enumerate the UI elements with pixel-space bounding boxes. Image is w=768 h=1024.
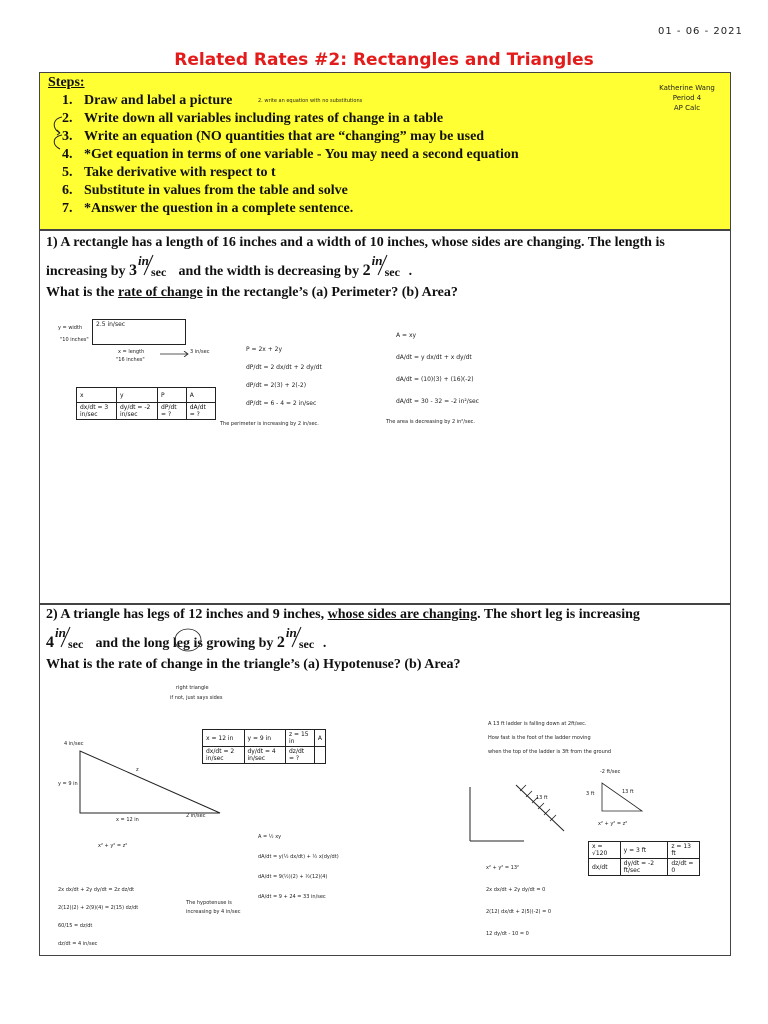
work-line: A = ½ xy: [258, 834, 282, 840]
table-cell: y = 3 ft: [620, 842, 668, 859]
q1-text: increasing by: [46, 264, 129, 279]
q1-variable-table: [76, 387, 216, 420]
table-cell: x = √120: [589, 842, 621, 859]
unit-fraction: [137, 253, 175, 279]
q2-text: 2) A triangle has legs of 12 inches and 9 inches,: [46, 607, 328, 622]
step-number: 6.: [62, 183, 73, 198]
table-cell: dx/dt = 3 in/sec: [77, 403, 117, 420]
step-item: [62, 111, 443, 127]
ladder-figure: [464, 781, 574, 847]
q2-line-2: 4 in sec and the long leg is growing by 2 in sec .: [46, 625, 327, 651]
rect-rate-y: 2.5 in/sec: [96, 321, 126, 328]
work-line: dA/dt = y(½ dx/dt) + ½ x(dy/dt): [258, 854, 339, 860]
table-cell: y = 9 in: [244, 730, 286, 747]
q2-text: and the long leg is growing by: [92, 636, 277, 651]
rect-y-value: "10 inches": [60, 337, 89, 343]
date-stamp: 01 - 06 - 2021: [658, 26, 743, 37]
work-line: 2(12) dx/dt + 2(5)(-2) = 0: [486, 909, 552, 915]
unit-top: in: [285, 625, 297, 640]
unit-bottom: sec: [68, 637, 84, 651]
ladder-length-label: 13 ft: [536, 795, 548, 801]
rect-y-label: y = width: [58, 325, 83, 331]
table-cell: dy/dt = -2 in/sec: [116, 403, 157, 420]
q1-width-rate: 2: [362, 262, 371, 279]
ladder-rate: -2 ft/sec: [600, 769, 621, 775]
unit-top: in: [371, 253, 383, 268]
work-line: 2x dx/dt + 2y dy/dt = 2z dz/dt: [58, 887, 135, 893]
arrow-right-icon: [160, 351, 190, 357]
work-line: 12 dy/dt - 10 = 0: [486, 931, 529, 937]
step-item: [62, 183, 348, 199]
step-item: [62, 93, 232, 109]
step-text: Substitute in values from the table and solve: [84, 183, 348, 198]
ladder-text: How fast is the foot of the ladder moving: [488, 735, 591, 741]
table-cell: z = 15 in: [286, 730, 315, 747]
ladder-work: [486, 857, 551, 945]
table-cell: y: [116, 388, 157, 403]
work-line: dA/dt = 9 + 24 = 33 in/sec: [258, 894, 326, 900]
q1-length-rate: 3: [128, 262, 137, 279]
author-name: Katherine Wang: [659, 84, 715, 92]
hypotenuse-work: [58, 881, 138, 953]
table-cell: z = 13 ft: [668, 842, 700, 859]
unit-fraction: [54, 625, 92, 651]
table-cell: A: [314, 730, 325, 747]
step-number: 1.: [62, 93, 73, 108]
work-line: 2(12)(2) + 2(9)(4) = 2(15) dz/dt: [58, 905, 139, 911]
step-text: *Answer the question in a complete sentence.: [84, 201, 354, 216]
question-1-box: [39, 230, 731, 604]
ladder-text: A 13 ft ladder is falling down at 2ft/sec.: [488, 721, 587, 727]
unit-fraction: [371, 253, 409, 279]
pythagorean-equation: x² + y² = z²: [98, 843, 128, 849]
side-note: 2. write an equation with no substitutions: [258, 98, 363, 104]
work-line: x² + y² = 13²: [486, 865, 520, 871]
table-cell: x: [77, 388, 117, 403]
work-line: dP/dt = 6 - 4 = 2 in/sec: [246, 400, 317, 407]
work-line: A = xy: [396, 332, 417, 339]
ladder-problem: [488, 717, 611, 759]
q2-note: right triangle: [176, 685, 209, 691]
q1-text: What is the: [46, 285, 118, 300]
table-cell: dz/dt = ?: [286, 747, 315, 764]
unit-top: in: [137, 253, 149, 268]
unit-fraction: [285, 625, 323, 651]
step-text: Write an equation (NO quantities that are “changing” may be used: [84, 129, 485, 144]
step-number: 5.: [62, 165, 73, 180]
work-line: dz/dt = 4 in/sec: [58, 941, 98, 947]
rect-x-value: "16 inches": [116, 357, 145, 363]
step-item: [62, 165, 276, 181]
work-line: 60/15 = dz/dt: [58, 923, 93, 929]
work-line: dA/dt = (10)(3) + (16)(-2): [396, 376, 474, 383]
perimeter-work: [246, 341, 322, 413]
work-line: 2x dx/dt + 2y dy/dt = 0: [486, 887, 546, 893]
tri-rate-y: 4 in/sec: [64, 741, 84, 747]
ladder-y: 3 ft: [586, 791, 595, 797]
ladder-triangle-figure: [598, 779, 648, 815]
rect-x-label: x = length: [118, 349, 145, 355]
table-cell: dx/dt: [589, 859, 621, 876]
q1-underlined: rate of change: [117, 285, 203, 300]
circle-annotation-icon: [173, 627, 203, 653]
table-cell: dx/dt = 2 in/sec: [203, 747, 245, 764]
table-cell: dy/dt = -2 ft/sec: [620, 859, 668, 876]
q2-note: if not, just says sides: [170, 695, 223, 701]
work-line: dA/dt = y dx/dt + x dy/dt: [396, 354, 472, 361]
step-number: 3.: [62, 129, 73, 144]
step-item: [62, 129, 484, 145]
unit-bottom: sec: [384, 265, 400, 279]
steps-heading: Steps:: [48, 75, 85, 90]
table-cell: dz/dt = 0: [668, 859, 700, 876]
step-text: Write down all variables including rates of change in a table: [84, 111, 444, 126]
ladder-variable-table: [588, 841, 700, 876]
area-answer: The area is decreasing by 2 in²/sec.: [386, 419, 475, 425]
step-text: Take derivative with respect to t: [84, 165, 276, 180]
unit-top: in: [55, 625, 66, 640]
step-text: *Get equation in terms of one variable - You may need a second equation: [84, 147, 519, 162]
work-line: P = 2x + 2y: [246, 346, 283, 353]
table-cell: dy/dt = 4 in/sec: [244, 747, 286, 764]
table-cell: dP/dt = ?: [158, 403, 187, 420]
ladder-text: when the top of the ladder is 3ft from the ground: [488, 749, 612, 755]
work-line: dP/dt = 2(3) + 2(-2): [246, 382, 307, 389]
tri-rate-x: 2 in/sec: [186, 813, 206, 819]
swap-arrow-icon: [48, 113, 64, 153]
step-number: 7.: [62, 201, 73, 216]
q2-variable-table: [202, 729, 326, 764]
hypotenuse-answer: The hypotenuse is increasing by 4 in/sec: [186, 900, 241, 915]
author-period: Period 4: [672, 94, 702, 102]
rect-rate-x: 3 in/sec: [190, 349, 210, 355]
question-2-box: [39, 604, 731, 956]
table-cell: dA/dt = ?: [186, 403, 215, 420]
work-line: dA/dt = 30 - 32 = -2 in²/sec: [396, 398, 479, 405]
q2-long-leg-rate: 2: [276, 634, 285, 651]
author-course: AP Calc: [673, 104, 701, 112]
work-line: dP/dt = 2 dx/dt + 2 dy/dt: [246, 364, 322, 371]
tri-x-value: x = 12 in: [116, 817, 139, 823]
table-cell: x = 12 in: [203, 730, 245, 747]
ladder-equation: x² + y² = z²: [598, 821, 628, 827]
q2-text: . The short leg is increasing: [477, 607, 640, 622]
area-work: [396, 325, 479, 413]
q1-text: and the width is decreasing by: [174, 264, 363, 279]
perimeter-answer: The perimeter is increasing by 2 in/sec.: [220, 421, 319, 427]
tri-z-label: z: [136, 767, 139, 773]
table-cell: A: [186, 388, 215, 403]
q1-text: in the rectangle’s (a) Perimeter? (b) Area?: [202, 285, 458, 300]
step-number: 2.: [62, 111, 73, 126]
work-line: dA/dt = 9(½)(2) + ½(12)(4): [258, 874, 328, 880]
table-cell: [314, 747, 325, 764]
page-title: Related Rates #2: Rectangles and Triangles: [174, 50, 594, 70]
q2-short-leg-rate: 4: [46, 634, 54, 651]
q1-line-2: increasing by 3 in sec and the width is decreasing by 2 in sec .: [46, 253, 413, 279]
steps-box: [39, 72, 731, 230]
step-item: [62, 201, 353, 217]
triangle-area-work: [258, 827, 339, 907]
unit-bottom: sec: [298, 637, 315, 651]
step-number: 4.: [62, 147, 73, 162]
table-cell: P: [158, 388, 187, 403]
q2-line-3: What is the rate of change in the triangle’s (a) Hypotenuse? (b) Area?: [46, 657, 461, 672]
q2-underlined: whose sides are changing: [327, 607, 478, 622]
step-item: [62, 147, 519, 163]
author-block: [652, 83, 722, 113]
unit-bottom: sec: [150, 265, 167, 279]
q1-line-3: [46, 285, 458, 301]
ladder-z: 13 ft: [622, 789, 634, 795]
q1-line-1: 1) A rectangle has a length of 16 inches and a width of 10 inches, whose sides are changing. The length is: [46, 235, 665, 250]
step-text: Draw and label a picture: [84, 93, 233, 108]
tri-y-value: y = 9 in: [58, 781, 78, 787]
q2-line-1: [46, 607, 640, 623]
